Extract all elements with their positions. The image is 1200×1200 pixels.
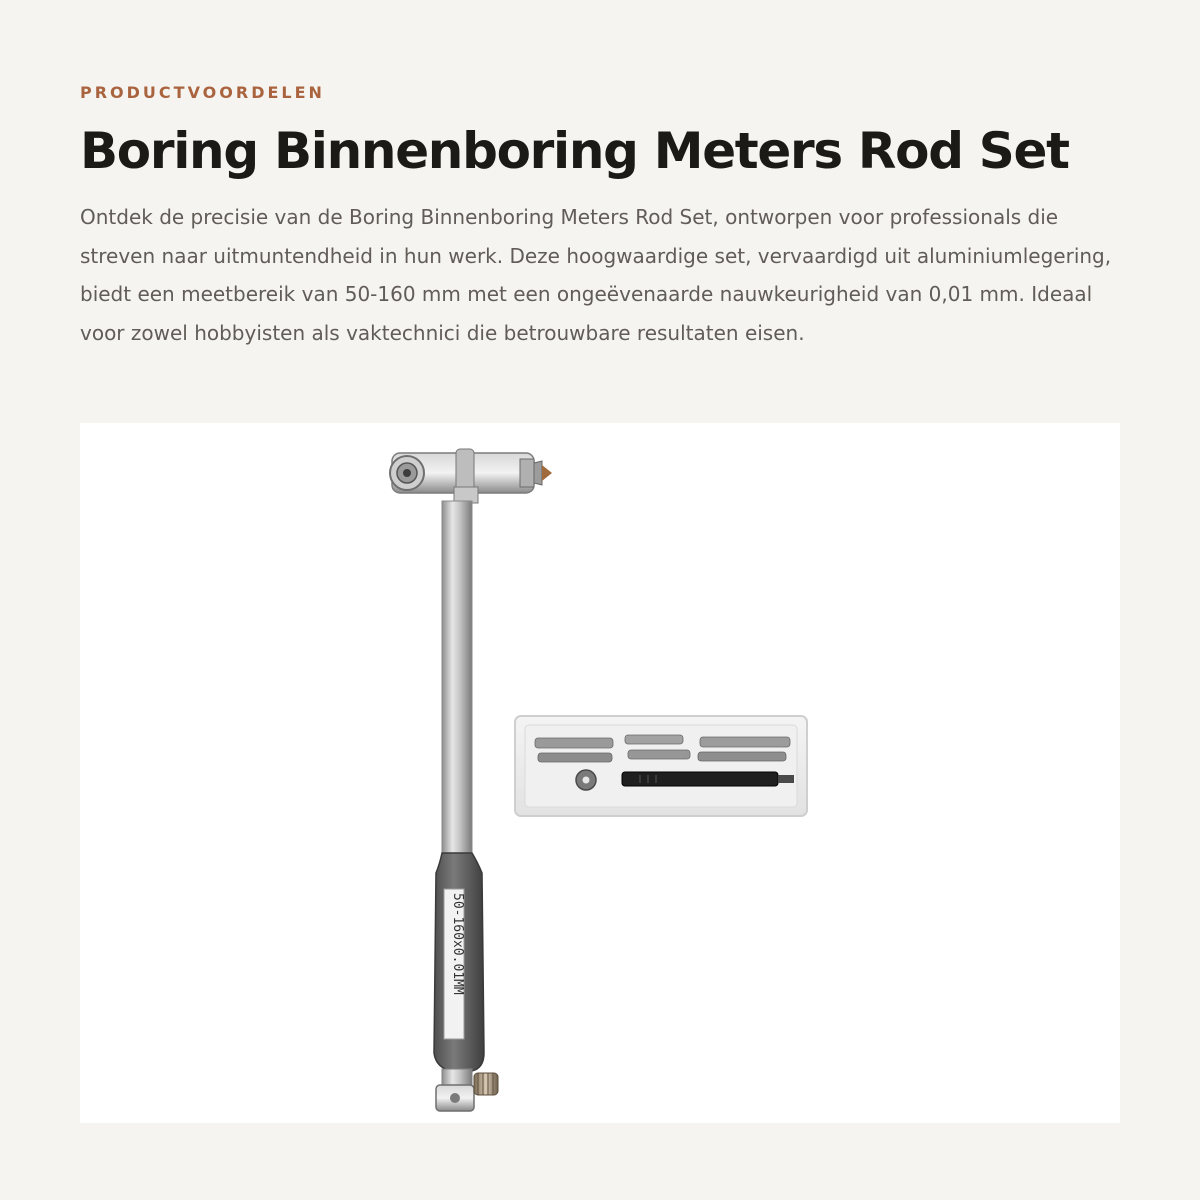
product-title: Boring Binnenboring Meters Rod Set [80, 122, 1069, 180]
bore-gauge-illustration [80, 423, 1120, 1123]
rod-accessory-box [515, 716, 807, 816]
product-benefits-section [80, 0, 1120, 1200]
gauge-bottom-fitting [436, 1069, 498, 1111]
product-image [80, 423, 1120, 1123]
product-description: Ontdek de precisie van de Boring Binnenboring Meters Rod Set, ontworpen voor professionals die streven naar uitmuntendheid in hun werk. Deze hoogwaardige set, vervaardigd uit aluminiumlegering, biedt een meetbereik van 50-160 mm met een ongeëvenaarde nauwkeurigheid van 0,01 mm. Ideaal voor zowel hobbyisten als vaktechnici die betrouwbare resultaten eisen. [80, 205, 1112, 345]
section-eyebrow: PRODUCTVOORDELEN [80, 83, 325, 102]
gauge-grip [434, 853, 484, 1071]
gauge-head [390, 449, 552, 503]
gauge-range-label: 50-160x0.01MM [450, 893, 465, 995]
gauge-rod [442, 501, 472, 861]
black-handle-rod [622, 772, 778, 786]
